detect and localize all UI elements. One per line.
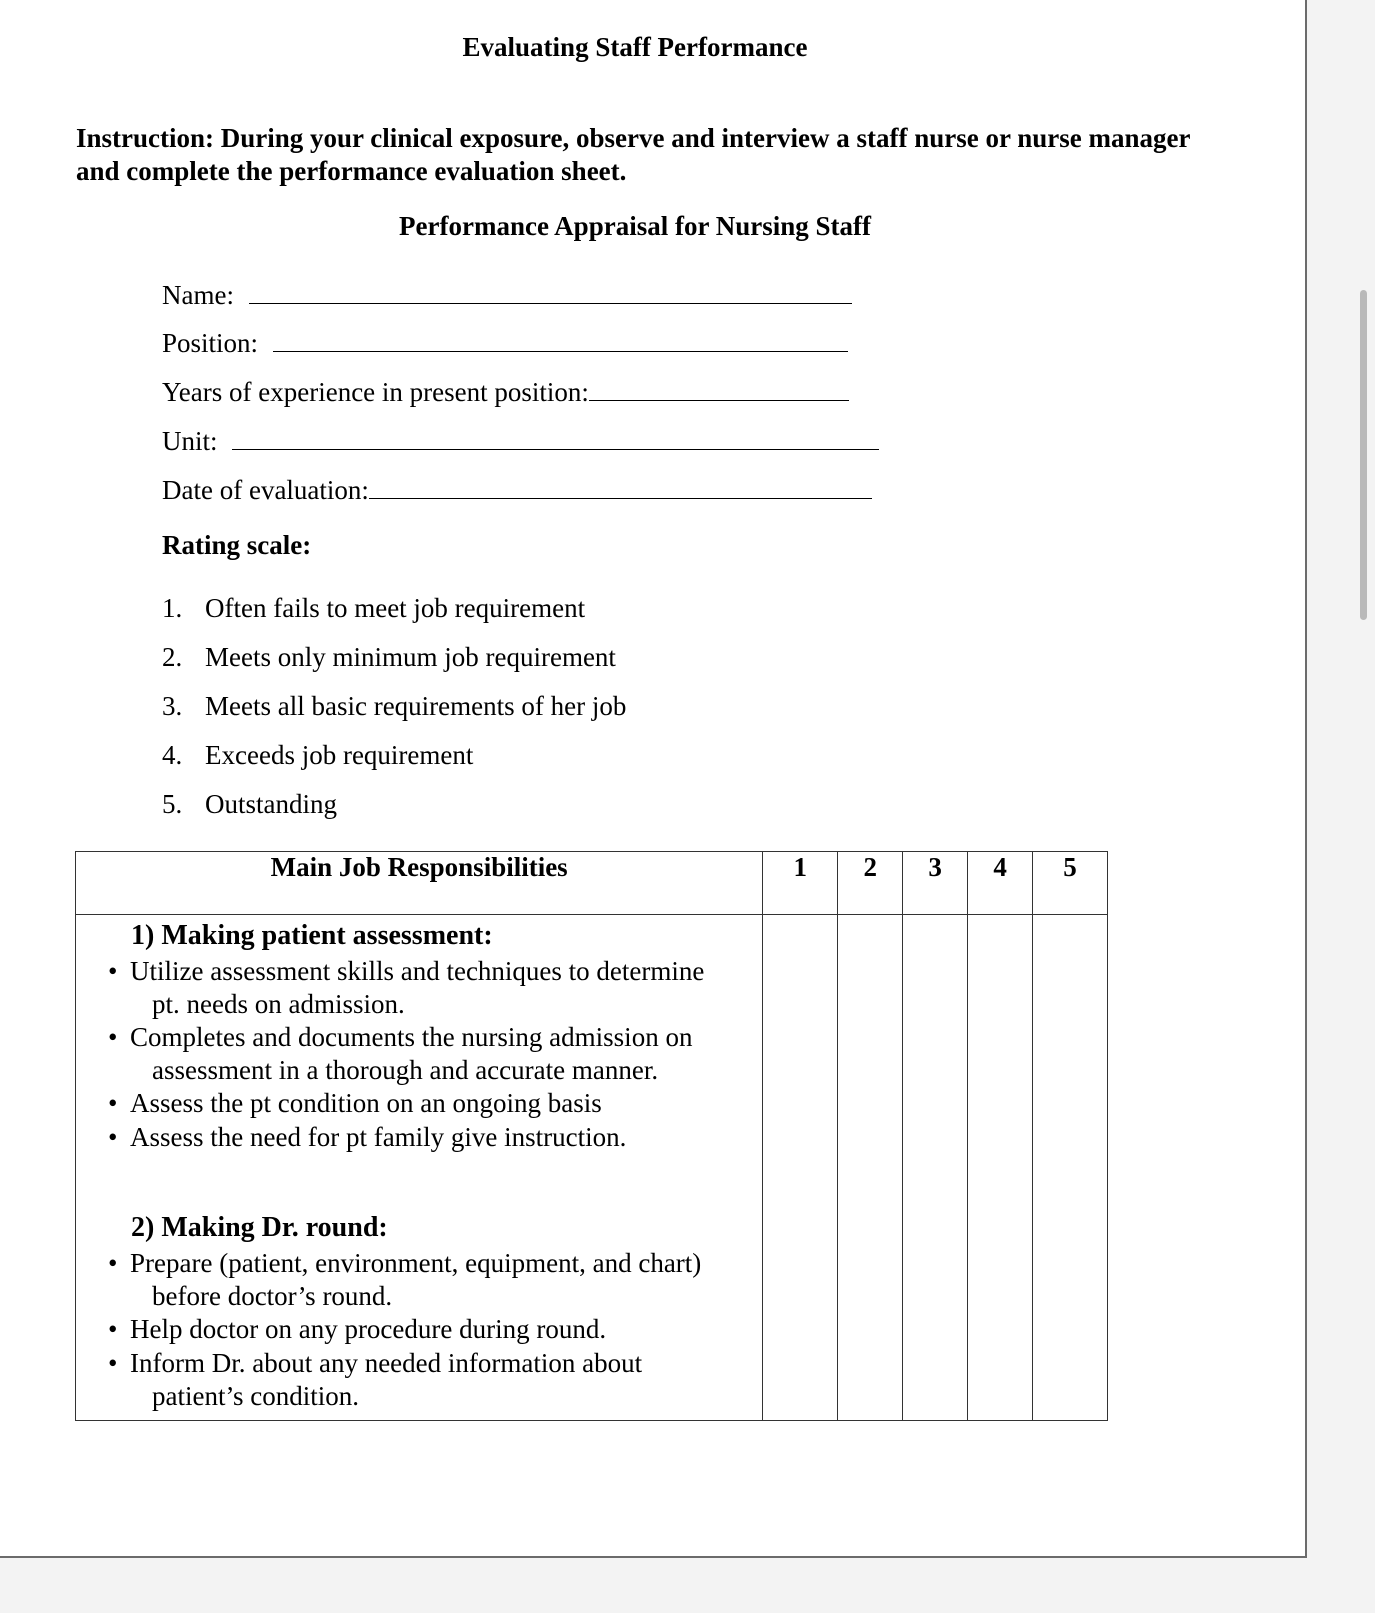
form-subtitle: Performance Appraisal for Nursing Staff [399, 211, 871, 241]
rating-scale-heading: Rating scale: [162, 530, 312, 560]
rating-item: 3. Meets all basic requirements of her job [162, 691, 627, 721]
rating-item: 2. Meets only minimum job requirement [162, 642, 616, 672]
unit-blank[interactable] [232, 429, 879, 450]
list-item: • Assess the need for pt family give instruction. [108, 1122, 627, 1152]
rating-cell-4[interactable] [968, 915, 1033, 1421]
list-item: • Assess the pt condition on an ongoing basis [108, 1088, 602, 1118]
name-label: Name: [162, 280, 234, 310]
date-label: Date of evaluation: [162, 475, 369, 505]
rating-item: 5. Outstanding [162, 789, 337, 819]
column-header-3: 3 [903, 852, 968, 915]
years-field[interactable] [162, 377, 849, 408]
position-blank[interactable] [273, 331, 848, 352]
rating-item: 1. Often fails to meet job requirement [162, 593, 586, 623]
table-row [76, 915, 1108, 1421]
name-blank[interactable] [249, 283, 852, 304]
table-header-row [76, 852, 1108, 915]
rating-cell-5[interactable] [1033, 915, 1108, 1421]
name-field[interactable] [162, 280, 852, 311]
column-header-1: 1 [763, 852, 838, 915]
unit-label: Unit: [162, 426, 218, 456]
unit-field[interactable] [162, 426, 879, 457]
list-item: • Help doctor on any procedure during round. [108, 1314, 607, 1344]
responsibilities-header: Main Job Responsibilities [76, 852, 763, 915]
list-item: • Prepare (patient, environment, equipment, and chart) before doctor’s round. [108, 1248, 702, 1311]
responsibilities-cell [76, 915, 763, 1421]
section-heading: 2) Making Dr. round: [131, 1212, 388, 1243]
responsibilities-table [75, 851, 1108, 1421]
rating-cell-2[interactable] [838, 915, 903, 1421]
years-label: Years of experience in present position: [162, 377, 589, 407]
list-item: • Utilize assessment skills and techniques to determine pt. needs on admission. [108, 956, 705, 1019]
rating-cell-1[interactable] [763, 915, 838, 1421]
rating-cell-3[interactable] [903, 915, 968, 1421]
position-field[interactable] [162, 328, 848, 359]
position-label: Position: [162, 328, 259, 358]
column-header-2: 2 [838, 852, 903, 915]
column-header-4: 4 [968, 852, 1033, 915]
section-heading: 1) Making patient assessment: [131, 920, 493, 951]
rating-item: 4. Exceeds job requirement [162, 740, 474, 770]
page-title: Evaluating Staff Performance [462, 32, 808, 62]
date-field[interactable] [162, 475, 872, 506]
list-item: • Inform Dr. about any needed information about patient’s condition. [108, 1348, 643, 1411]
column-header-5: 5 [1033, 852, 1108, 915]
scrollbar-thumb[interactable] [1360, 290, 1367, 620]
date-blank[interactable] [369, 478, 872, 499]
years-blank[interactable] [589, 380, 849, 401]
instruction-text: Instruction: During your clinical exposure, observe and interview a staff nurse or nurse manager and complete the performance evaluation sheet. [76, 123, 1190, 186]
list-item: • Completes and documents the nursing admission on assessment in a thorough and accurate manner. [108, 1022, 693, 1085]
